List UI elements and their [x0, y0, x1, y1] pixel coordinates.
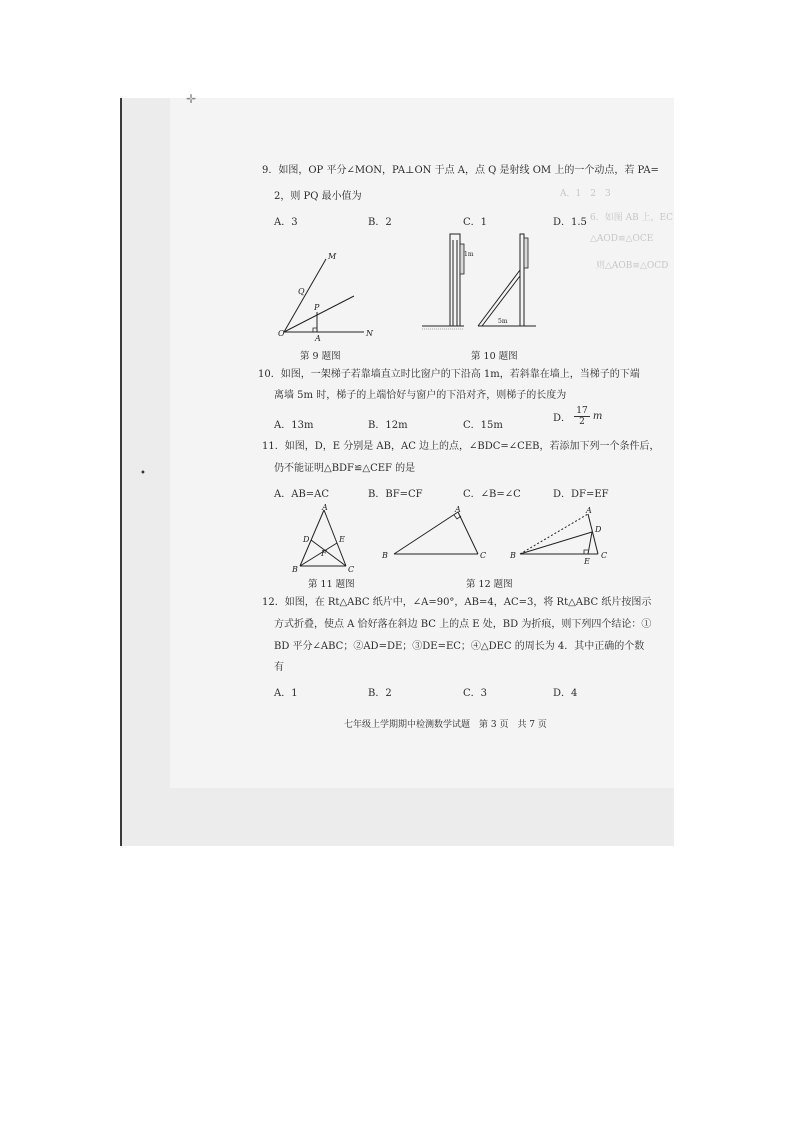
fig9-label-q: Q — [298, 287, 305, 296]
q9-option-d: D．1.5 — [553, 217, 587, 228]
q12-option-a: A．1 — [274, 688, 298, 699]
bleed-through: A．1 2 3 — [560, 189, 611, 199]
fig12-label-d-right: D — [595, 525, 602, 534]
fig11-label-e: E — [339, 535, 345, 544]
q9-option-c: C．1 — [463, 217, 488, 228]
fig12-caption: 第 12 题图 — [466, 579, 513, 590]
fig10-caption: 第 10 题图 — [471, 351, 518, 362]
q11-option-d: D．DF=EF — [553, 489, 609, 500]
q10-option-b: B．12m — [368, 420, 408, 431]
fig12-label-b-left: B — [382, 551, 388, 560]
q11-text-line2: 仍不能证明△BDF≌△CEF 的是 — [274, 463, 416, 474]
fig9-label-m: M — [328, 252, 337, 261]
fig11-label-d: D — [303, 535, 310, 544]
page-footer: 七年级上学期期中检测数学试题 第 3 页 共 7 页 — [344, 720, 547, 730]
fig12-label-c-left: C — [480, 551, 487, 560]
figure-10 — [420, 228, 540, 332]
q12-text-line2: 方式折叠，使点 A 恰好落在斜边 BC 上的点 E 处，BD 为折痕，则下列四个结论：① — [274, 619, 652, 630]
q10-option-a: A．13m — [274, 420, 314, 431]
q9-option-b: B．2 — [368, 217, 392, 228]
fig9-caption: 第 9 题图 — [300, 351, 341, 362]
fig9-label-p: P — [314, 303, 320, 312]
q12-option-c: C．3 — [463, 688, 488, 699]
fig10-label-1m: 1m — [464, 251, 474, 258]
fig11-label-a: A — [322, 503, 328, 512]
fig9-label-n: N — [366, 329, 373, 338]
q10-option-d-fraction — [574, 406, 589, 427]
bleed-through: 则△AOB≌△OCD — [596, 261, 669, 271]
q10-option-c: C．15m — [463, 420, 503, 431]
q10-option-d-unit: m — [592, 411, 603, 422]
q10-text-line2: 离墙 5m 时，梯子的上端恰好与窗户的下沿对齐，则梯子的长度为 — [274, 390, 567, 401]
fig11-label-b: B — [292, 565, 298, 574]
q9-text-line2: 2，则 PQ 最小值为 — [274, 191, 362, 202]
fig10-label-5m: 5m — [498, 318, 508, 325]
q11-option-a: A．AB=AC — [274, 489, 330, 500]
fig9-label-a: A — [315, 334, 321, 343]
fraction-numerator: 17 — [576, 406, 588, 416]
q11-option-b: B．BF=CF — [368, 489, 423, 500]
q12-text-line3: BD 平分∠ABC；②AD=DE；③DE=EC；④△DEC 的周长为 4．其中正确的个数 — [274, 641, 645, 652]
figure-12 — [380, 506, 640, 566]
q10-text-line1: 10．如图，一架梯子若靠墙直立时比窗户的下沿高 1m，若斜靠在墙上，当梯子的下端 — [258, 369, 640, 380]
q12-text-line1: 12．如图，在 Rt△ABC 纸片中，∠A=90°，AB=4，AC=3，将 Rt△ABC 纸片按图示 — [262, 597, 652, 608]
fig12-label-a-right: A — [586, 506, 592, 515]
fraction-denominator: 2 — [579, 417, 585, 427]
q12-option-b: B．2 — [368, 688, 392, 699]
bleed-through: 6．如图 AB 上，EC — [590, 213, 674, 223]
fig12-label-e-right: E — [584, 557, 590, 566]
q10-option-d — [553, 406, 602, 427]
speck: • — [140, 468, 146, 479]
fig11-caption: 第 11 题图 — [308, 579, 355, 590]
figure-11 — [290, 503, 360, 574]
fig12-label-a-left: A — [455, 505, 461, 514]
q11-option-c: C．∠B=∠C — [463, 489, 521, 500]
q12-text-line4: 有 — [274, 662, 284, 673]
q10-option-d-label: D． — [553, 413, 572, 424]
page-edge — [120, 98, 122, 846]
crosshair-icon: ✛ — [186, 92, 197, 106]
q12-option-d: D．4 — [553, 688, 578, 699]
fig11-label-c: C — [348, 565, 355, 574]
fig9-label-o: O — [278, 329, 285, 338]
figure-9 — [278, 250, 378, 342]
fig11-label-f: F — [321, 549, 327, 558]
q9-text-line1: 9．如图，OP 平分∠MON，PA⊥ON 于点 A，点 Q 是射线 OM 上的一个动点，若 PA= — [262, 165, 659, 176]
q11-text-line1: 11．如图，D，E 分别是 AB，AC 边上的点，∠BDC=∠CEB，若添加下列一个条件后， — [262, 441, 660, 452]
fig12-label-c-right: C — [601, 551, 608, 560]
q9-option-a: A．3 — [274, 217, 298, 228]
fig12-label-b-right: B — [510, 551, 516, 560]
bleed-through: △AOD≌△OCE — [590, 234, 654, 244]
